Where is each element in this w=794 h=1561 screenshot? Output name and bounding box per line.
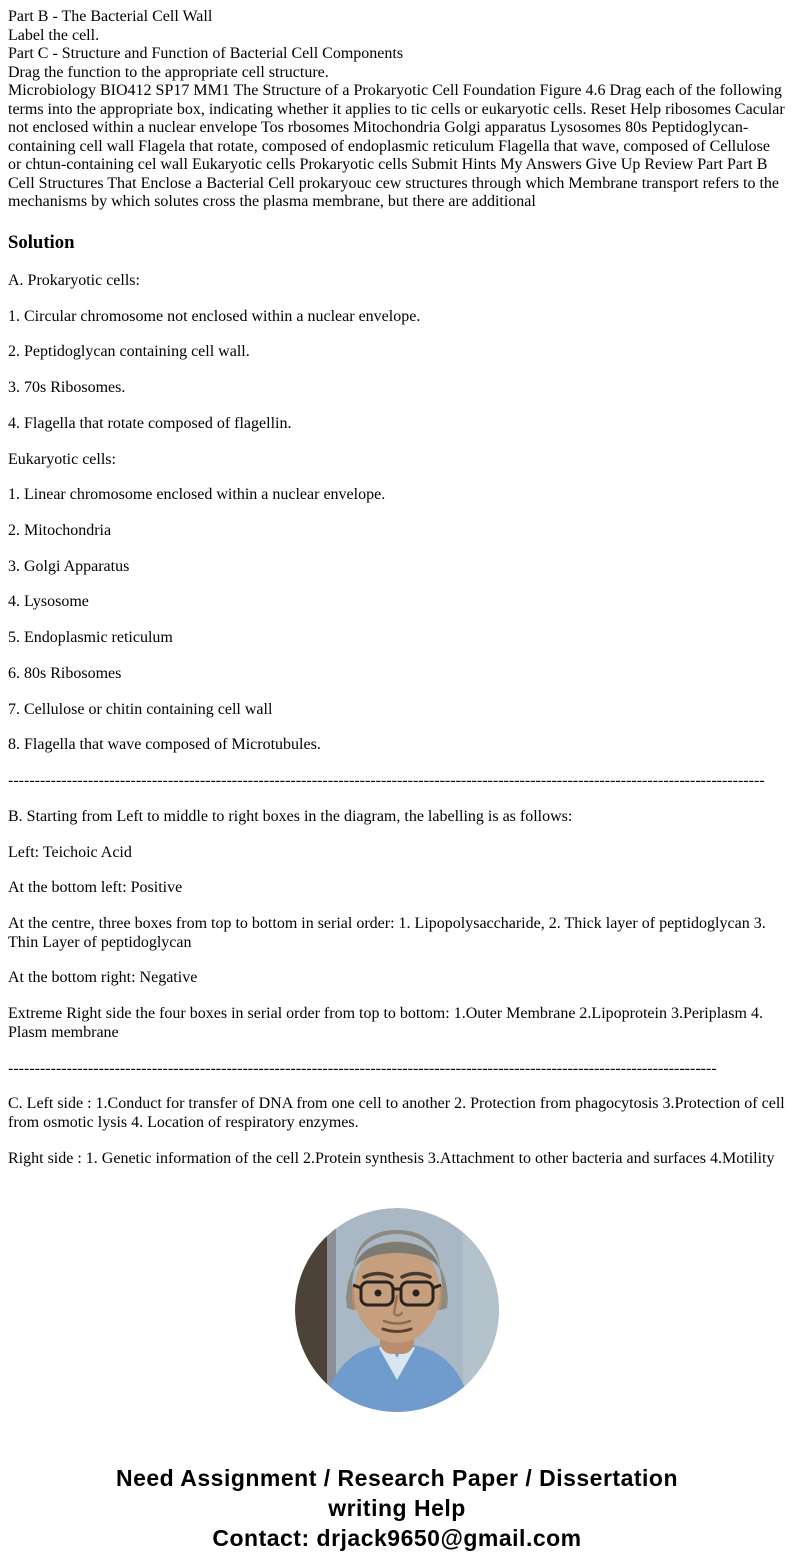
solution-paragraph: B. Starting from Left to middle to right boxes in the diagram, the labelling is as follows: bbox=[8, 807, 573, 825]
solution-paragraph: C. Left side : 1.Conduct for transfer of DNA from one cell to another 2. Protection from phagocytosis 3.Protection of cell from osmotic lysis 4. Location of respiratory enzymes. bbox=[8, 1095, 785, 1131]
solution-paragraph: ------------------------------------------------------------------------------------------------------------------------------------- bbox=[8, 1059, 717, 1077]
solution-paragraph: 7. Cellulose or chitin containing cell wall bbox=[8, 700, 273, 718]
solution-paragraph: At the bottom left: Positive bbox=[8, 879, 183, 897]
person-photo-icon bbox=[295, 1208, 499, 1412]
solution-paragraph: 3. Golgi Apparatus bbox=[8, 557, 130, 575]
solution-paragraph: 1. Circular chromosome not enclosed within a nuclear envelope. bbox=[8, 307, 421, 325]
solution-paragraph: 2. Mitochondria bbox=[8, 522, 112, 540]
solution-paragraph: 8. Flagella that wave composed of Microtubules. bbox=[8, 736, 321, 754]
solution-heading: Solution bbox=[8, 232, 75, 254]
solution-paragraph: ---------------------------------------------------------------------------------------------------------------------------------------------- bbox=[8, 772, 765, 790]
solution-paragraph: 4. Lysosome bbox=[8, 593, 89, 611]
question-line: Part C - Structure and Function of Bacterial Cell Components bbox=[8, 45, 404, 63]
solution-body bbox=[8, 272, 786, 1168]
solution-paragraph: 6. 80s Ribosomes bbox=[8, 664, 122, 682]
question-text bbox=[8, 8, 786, 212]
question-line: Microbiology BIO412 SP17 MM1 The Structure of a Prokaryotic Cell Foundation Figure 4.6 Drag each of the following terms into the appropriate box, indicating whether it applies to tic cells or eukaryotic cells. Reset Help ribosomes Cacular not enclosed within a nuclear envelope Tos rbosomes Mitochondria Golgi apparatus Lysosomes 80s Peptidoglycan-containing cell wall Flagela that rotate, composed of endoplasmic reticulum Flagella that wave, composed of Cellulose or chtun-containing cel wall Eukaryotic cells Prokaryotic cells Submit Hints My Answers Give Up Review Part Part B Cell Structures That Enclose a Bacterial Cell prokaryouc cew structures through which Membrane transport refers to the mechanisms by which solutes cross the plasma membrane, but there are additional bbox=[8, 82, 785, 211]
solution-paragraph: Left: Teichoic Acid bbox=[8, 843, 132, 861]
footer bbox=[8, 1464, 786, 1553]
footer-line-2: writing Help bbox=[328, 1495, 466, 1522]
solution-paragraph: 2. Peptidoglycan containing cell wall. bbox=[8, 343, 250, 361]
question-line: Part B - The Bacterial Cell Wall bbox=[8, 8, 213, 25]
footer-line-1: Need Assignment / Research Paper / Dissertation bbox=[115, 1465, 679, 1492]
solution-paragraph: At the centre, three boxes from top to bottom in serial order: 1. Lipopolysaccharide, 2. Thick layer of peptidoglycan 3. Thin Layer of peptidoglycan bbox=[8, 914, 766, 951]
solution-paragraph: 4. Flagella that rotate composed of flagellin. bbox=[8, 414, 292, 432]
question-line: Drag the function to the appropriate cell structure. bbox=[8, 63, 329, 81]
contact-line: Contact: drjack9650@gmail.com bbox=[212, 1524, 582, 1551]
solution-paragraph: A. Prokaryotic cells: bbox=[8, 272, 140, 290]
solution-paragraph: 3. 70s Ribosomes. bbox=[8, 379, 126, 397]
solution-paragraph: Extreme Right side the four boxes in serial order from top to bottom: 1.Outer Membrane 2.Lipoprotein 3.Periplasm 4. Plasm membrane bbox=[8, 1005, 763, 1041]
solution-paragraph: 1. Linear chromosome enclosed within a nuclear envelope. bbox=[8, 486, 386, 504]
solution-paragraph: Eukaryotic cells: bbox=[8, 450, 116, 468]
avatar bbox=[295, 1208, 499, 1412]
solution-paragraph: 5. Endoplasmic reticulum bbox=[8, 629, 173, 647]
solution-paragraph: At the bottom right: Negative bbox=[8, 969, 198, 987]
solution-paragraph: Right side : 1. Genetic information of the cell 2.Protein synthesis 3.Attachment to other bacteria and surfaces 4.Motility bbox=[8, 1149, 775, 1167]
question-line: Label the cell. bbox=[8, 26, 100, 44]
avatar-section bbox=[8, 1208, 786, 1412]
